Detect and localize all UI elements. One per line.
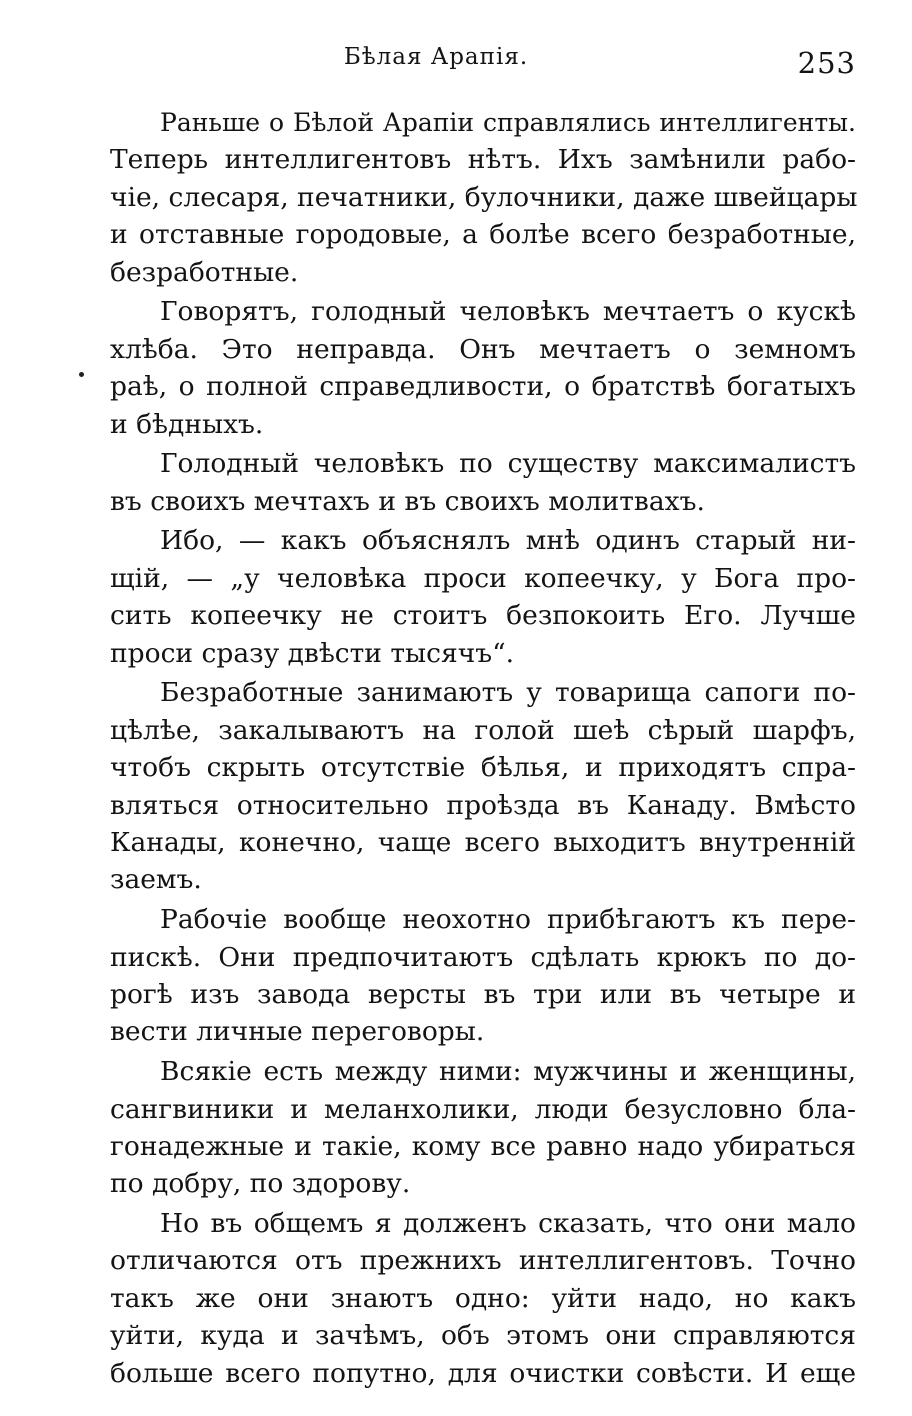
text-line: Говорятъ, голодный человѣкъ мечтаетъ о кускѣ (160, 296, 856, 328)
text-line: Ибо, — какъ объяснялъ мнѣ одинъ старый ни- (160, 525, 856, 557)
text-line: уйти, куда и зачѣмъ, объ этомъ они справляются (110, 1320, 856, 1352)
running-title: Бѣлая Арапія. (343, 44, 529, 70)
text-line: Канады, конечно, чаще всего выходитъ внутренній (110, 826, 856, 858)
text-line: въ своихъ мечтахъ и въ своихъ молитвахъ. (110, 485, 705, 517)
paragraph (110, 522, 856, 672)
text-line: гонадежные и такіе, кому все равно надо убираться (110, 1130, 856, 1162)
text-line: Безработные занимаютъ у товарища сапоги по- (160, 677, 856, 709)
text-line: Теперь интеллигентовъ нѣтъ. Ихъ замѣнили рабо- (110, 144, 856, 176)
text-line: рогѣ изъ завода версты въ три или въ четыре и (110, 978, 856, 1010)
paragraph (110, 445, 856, 520)
paragraph (110, 674, 856, 898)
text-line: цѣлѣе, закалываютъ на голой шеѣ сѣрый шарфъ, (110, 714, 856, 746)
paragraph (110, 1205, 856, 1392)
text-line: хлѣба. Это неправда. Онъ мечтаетъ о земномъ (110, 333, 856, 365)
text-line: заемъ. (110, 864, 202, 896)
text-line: чтобъ скрыть отсутствіе бѣлья, и приходятъ спра- (110, 752, 856, 784)
text-line: по добру, по здорову. (110, 1168, 411, 1200)
paragraph (110, 1053, 856, 1203)
text-line: сангвиники и меланхолики, люди безусловно бла- (110, 1093, 856, 1125)
text-line: вести личные переговоры. (110, 1016, 485, 1048)
text-line: вляться относительно проѣзда въ Канаду. Вмѣсто (110, 789, 856, 821)
text-line: проси сразу двѣсти тысячъ“. (110, 637, 515, 669)
text-line: пискѣ. Они предпочитаютъ сдѣлать крюкъ по до- (110, 941, 856, 973)
text-line: больше всего попутно, для очистки совѣсти. И еще (110, 1357, 856, 1389)
paragraph (110, 293, 856, 443)
text-line: Но въ общемъ я долженъ сказать, что они мало (160, 1208, 856, 1240)
text-line: чіе, слесаря, печатники, булочники, даже швейцары (110, 181, 858, 213)
page-number: 253 (797, 46, 856, 80)
text-line: Раньше о Бѣлой Арапіи справлялись интеллигенты. (160, 108, 856, 137)
text-line: сить копеечку не стоитъ безпокоить Его. Лучше (110, 600, 856, 632)
text-line: безработные. (110, 256, 299, 288)
text-line: Голодный человѣкъ по существу максималистъ (160, 448, 856, 480)
text-line: такъ же они знаютъ одно: уйти надо, но какъ (110, 1282, 856, 1314)
text-line: раѣ, о полной справедливости, о братствѣ богатыхъ (110, 371, 856, 403)
text-line: Всякіе есть между ними: мужчины и женщины, (160, 1056, 856, 1088)
paragraph (110, 901, 856, 1051)
paragraph (110, 104, 856, 291)
text-line: и отставные городовые, а болѣе всего безработные, (110, 219, 856, 251)
text-line: Рабочіе вообще неохотно прибѣгаютъ къ пере- (160, 904, 856, 936)
text-line: щій, — „у человѣка проси копеечку, у Бога про- (110, 562, 856, 594)
body-text (110, 104, 856, 1394)
stray-ink-dot (79, 372, 84, 377)
text-line: и бѣдныхъ. (110, 408, 264, 440)
text-line: отличаются отъ прежнихъ интеллигентовъ. Точно (110, 1245, 856, 1277)
